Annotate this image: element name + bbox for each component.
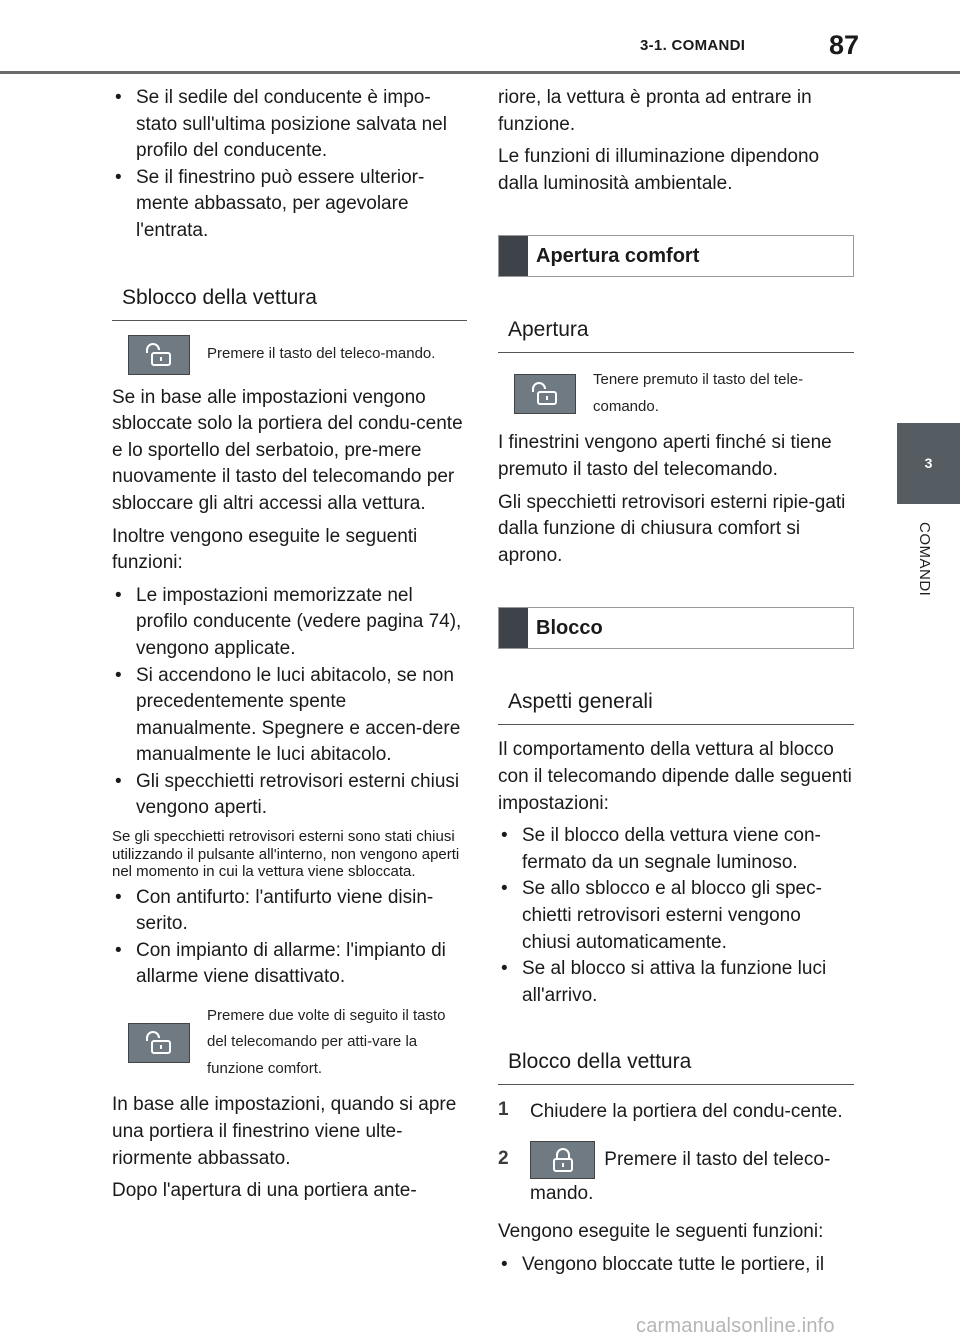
- list-item: • Le impostazioni memorizzate nel profilo conducente (vedere pagina 74), vengono applicate.: [112, 583, 467, 663]
- paragraph: riore, la vettura è pronta ad entrare in funzione.: [498, 87, 812, 135]
- paragraph: Se in base alle impostazioni vengono sbloccate solo la portiera del condu-cente e lo sportello del serbatoio, pre-mere nuovamente il tasto del telecomando per sbloccare gli altri accessi alla vettura.: [112, 386, 463, 514]
- list-item: • Se il sedile del conducente è impo-stato sull'ultima posizione salvata nel profilo del conducente.: [112, 85, 467, 165]
- heading-sblocco: Sblocco della vettura: [112, 281, 467, 321]
- note-text: Se gli specchietti retrovisori esterni sono stati chiusi utilizzando il pulsante all'interno, non vengono aperti nel momento in cui la vettura viene sbloccata.: [112, 828, 460, 881]
- unlock-icon: [143, 343, 175, 367]
- unlock-icon: [529, 382, 561, 406]
- paragraph: In base alle impostazioni, quando si apre una portiera il finestrino viene ulte-riormente abbassato.: [112, 1094, 457, 1169]
- step-number: 1: [498, 1099, 509, 1121]
- list-item: • Vengono bloccate tutte le portiere, il: [498, 1252, 854, 1279]
- paragraph: Vengono eseguite le seguenti funzioni:: [498, 1221, 824, 1243]
- list-item: • Si accendono le luci abitacolo, se non precedentemente spente manualmente. Spegnere e accen-dere manualmente le luci abitacolo.: [112, 663, 467, 769]
- section-title: 3-1. COMANDI: [640, 37, 746, 54]
- intro-list: [112, 85, 467, 245]
- key-instruction: [514, 367, 854, 420]
- paragraph: Gli specchietti retrovisori esterni ripie-gati dalla funzione di chiusura comfort si aprono.: [498, 491, 846, 566]
- step-text: Chiudere la portiera del condu-cente.: [530, 1101, 843, 1123]
- list-item: • Se al blocco si attiva la funzione luci all'arrivo.: [498, 956, 854, 1009]
- list-item: • Gli specchietti retrovisori esterni chiusi vengono aperti.: [112, 769, 467, 822]
- page-number: 87: [829, 30, 860, 60]
- unlock-key-button: [514, 374, 576, 414]
- step-content: [530, 1141, 854, 1209]
- heading-blocco: [498, 607, 854, 649]
- heading-text: Blocco: [536, 617, 603, 640]
- chapter-tab: 3: [897, 423, 960, 504]
- step-number: 2: [498, 1148, 509, 1170]
- key-instruction-text: Premere due volte di seguito il tasto del telecomando per atti-vare la funzione comfort.: [207, 1006, 446, 1077]
- heading-aspetti-generali: Aspetti generali: [498, 685, 854, 725]
- heading-apertura-comfort: [498, 235, 854, 277]
- heading-bar: [499, 236, 528, 276]
- lock-icon: [549, 1147, 577, 1173]
- key-instruction-text: Tenere premuto il tasto del tele-comando.: [593, 371, 804, 415]
- settings-list: [498, 823, 854, 1009]
- paragraph: Dopo l'apertura di una portiera ante-: [112, 1180, 417, 1202]
- heading-text: Apertura comfort: [536, 245, 700, 268]
- header-rule: [0, 71, 960, 74]
- step-1: [498, 1097, 854, 1127]
- list-item: • Con antifurto: l'antifurto viene disin-serito.: [112, 885, 467, 938]
- paragraph: Il comportamento della vettura al blocco con il telecomando dipende dalle seguenti impostazioni:: [498, 739, 852, 814]
- unlock-key-button: [128, 1023, 190, 1063]
- heading-blocco-vettura: Blocco della vettura: [498, 1045, 854, 1085]
- list-item: • Se allo sblocco e al blocco gli spec-chietti retrovisori esterni vengono chiusi automaticamente.: [498, 876, 854, 956]
- paragraph: I finestrini vengono aperti finché si tiene premuto il tasto del telecomando.: [498, 432, 832, 480]
- paragraph: Inoltre vengono eseguite le seguenti funzioni:: [112, 525, 418, 574]
- key-instruction: [128, 1003, 467, 1083]
- lock-key-button: [530, 1141, 595, 1179]
- list-item: • Se il blocco della vettura viene con-fermato da un segnale luminoso.: [498, 823, 854, 876]
- watermark: carmanualsonline.info: [636, 1315, 835, 1337]
- key-instruction-text: Premere il tasto del teleco-mando.: [207, 345, 436, 363]
- list-item: • Con impianto di allarme: l'impianto di allarme viene disattivato.: [112, 938, 467, 991]
- right-column: [498, 85, 854, 1284]
- key-instruction: [128, 335, 467, 375]
- paragraph: Le funzioni di illuminazione dipendono dalla luminosità ambientale.: [498, 146, 820, 194]
- list-item: • Se il finestrino può essere ulterior-mente abbassato, per agevolare l'entrata.: [112, 165, 467, 245]
- unlock-icon: [143, 1031, 175, 1055]
- unlock-key-button: [128, 335, 190, 375]
- heading-bar: [499, 608, 528, 648]
- page-header: [0, 0, 960, 80]
- lock-functions-list: [498, 1252, 854, 1279]
- step-2: [498, 1141, 854, 1209]
- step-text: Premere il tasto del teleco-mando.: [530, 1149, 831, 1205]
- alarm-list: [112, 885, 467, 991]
- functions-list: [112, 583, 467, 822]
- left-column: [112, 85, 467, 1211]
- heading-apertura: Apertura: [498, 313, 854, 353]
- chapter-label: COMANDI: [916, 522, 933, 597]
